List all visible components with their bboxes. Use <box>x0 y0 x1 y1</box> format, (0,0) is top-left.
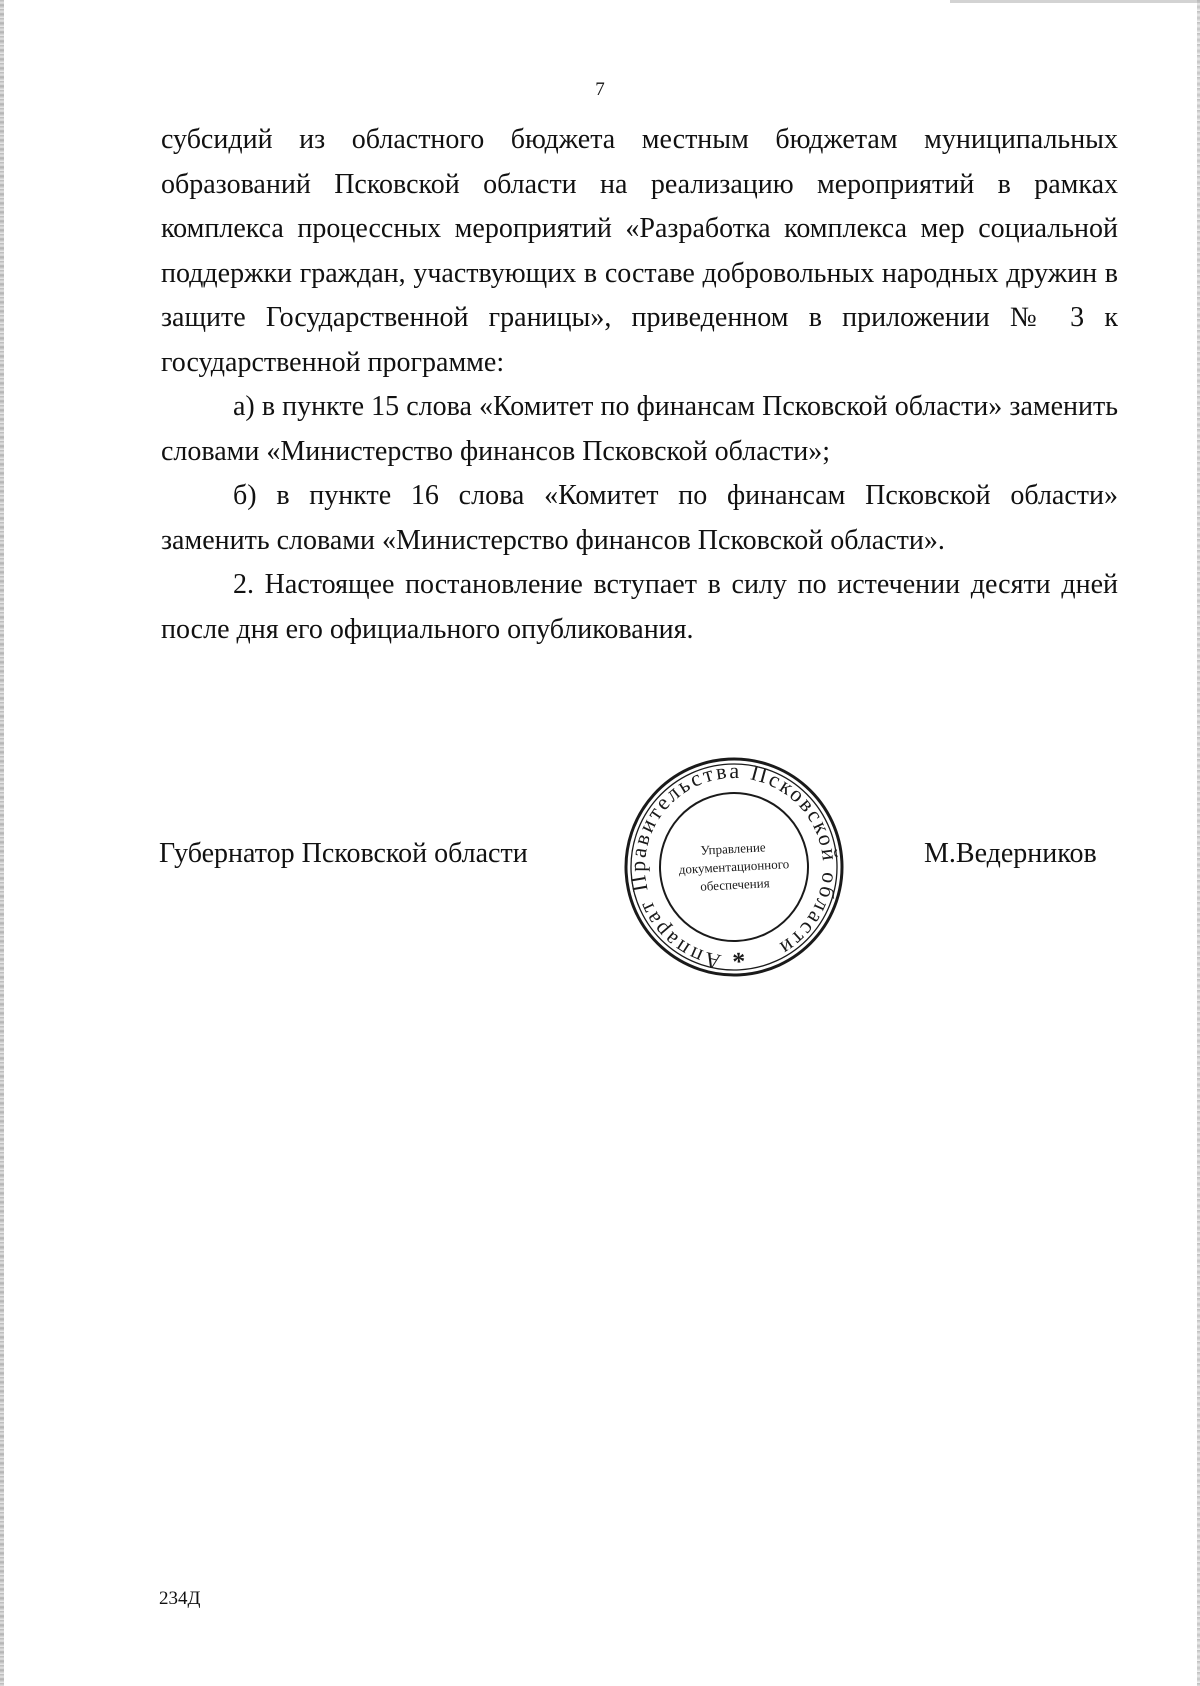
document-body <box>161 118 1118 652</box>
scan-edge-left <box>0 0 4 1686</box>
signatory-name: М.Ведерников <box>924 838 1097 869</box>
stamp-center-line-2: документационного <box>678 856 790 877</box>
stamp-center-line-1: Управление <box>700 839 766 858</box>
stamp-star-icon: * <box>731 946 747 977</box>
official-stamp <box>606 748 862 980</box>
signatory-title: Губернатор Псковской области <box>159 838 528 869</box>
page-number: 7 <box>595 79 605 100</box>
stamp-graphic <box>606 748 862 980</box>
paragraph-item-a: а) в пункте 15 слова «Комитет по финансам Псковской области» заменить словами «Министерство финансов Псковской области»; <box>161 391 1118 467</box>
scan-edge-top <box>950 0 1200 3</box>
stamp-center-line-3: обеспечения <box>699 875 770 894</box>
paragraph-effective-date: 2. Настоящее постановление вступает в силу по истечении десяти дней после дня его официального опубликования. <box>161 569 1118 645</box>
stamp-ring-text: Аппарат Правительства Псковской области <box>624 757 844 976</box>
paragraph-item-b: б) в пункте 16 слова «Комитет по финансам Псковской области» заменить словами «Министерство финансов Псковской области». <box>161 480 1118 556</box>
document-code: 234Д <box>159 1588 201 1609</box>
paragraph-continuation: субсидий из областного бюджета местным бюджетам муниципальных образований Псковской области на реализацию мероприятий в рамках комплекса процессных мероприятий «Разработка комплекса мер социальной поддержки граждан, участвующих в составе добровольных народных дружин в защите Государственной границы», приведенном в приложении № 3 к государственной программе: <box>161 124 1118 378</box>
